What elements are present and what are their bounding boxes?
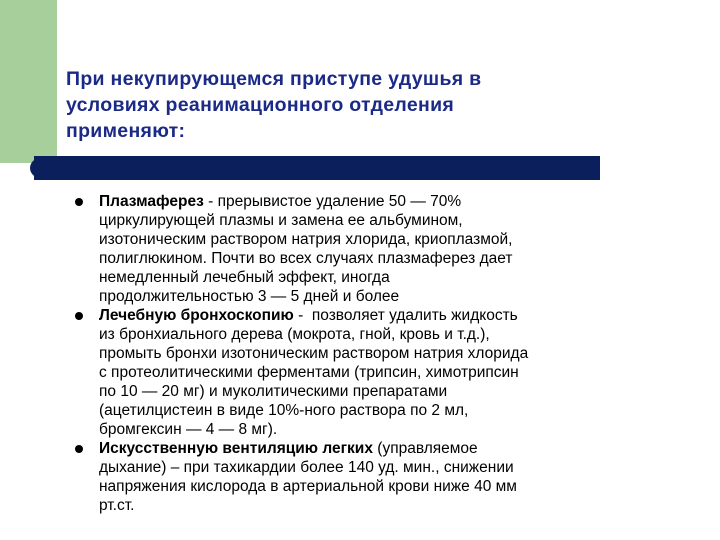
bullet-text-line: (ацетилцистеин в виде 10%-ного раствора по 2 мл,: [99, 402, 469, 419]
bullet-text-line: полиглюкином. Почти во всех случаях плазмаферез дает: [99, 250, 513, 267]
bullet-text-line: продолжительностью 3 — 5 дней и более: [99, 288, 400, 305]
bullet-dot-icon: [75, 198, 83, 206]
bullet-text-line: прерывистое удаление 50 — 70%: [217, 193, 462, 210]
bullet-text-line: бромгексин — 4 — 8 мг).: [99, 421, 278, 438]
bullet-ventilation: [74, 439, 674, 515]
bullet-term: Искусственную вентиляцию легких: [99, 440, 373, 457]
bullet-text-line: рт.ст.: [99, 497, 135, 514]
bullet-text-line: напряжения кислорода в артериальной крови ниже 40 мм: [99, 478, 517, 495]
slide-title: [66, 66, 586, 144]
bullet-text-line: (управляемое: [377, 440, 478, 457]
bullet-text-line: из бронхиального дерева (мокрота, гной, кровь и т.д.),: [99, 326, 490, 343]
title-line: условиях реанимационного отделения: [66, 94, 455, 116]
bullet-text-line: циркулирующей плазмы и замена ее альбумином,: [99, 212, 463, 229]
bullet-list: [74, 192, 674, 515]
title-line: применяют:: [66, 120, 186, 142]
bullet-plasmapheresis: [74, 192, 674, 306]
bullet-term: Плазмаферез: [99, 193, 204, 210]
bullet-text-line: немедленный лечебный эффект, иногда: [99, 269, 390, 286]
bullet-dot-icon: [75, 312, 83, 320]
bullet-text-line: промыть бронхи изотоническим раствором натрия хлорида: [99, 345, 529, 362]
bullet-bronchoscopy: [74, 306, 674, 439]
bullet-text-line: по 10 — 20 мг) и муколитическими препаратами: [99, 383, 448, 400]
bullet-text-line: позволяет удалить жидкость: [311, 307, 518, 324]
bullet-separator: -: [203, 193, 218, 210]
title-divider: [30, 155, 600, 181]
title-line: При некупирующемся приступе удушья в: [66, 68, 482, 90]
bullet-text-line: изотоническим раствором натрия хлорида, криоплазмой,: [99, 231, 513, 248]
bullet-term: Лечебную бронхоскопию: [99, 307, 294, 324]
bullet-text-line: с протеолитическими ферментами (трипсин, химотрипсин: [99, 364, 519, 381]
bullet-text-line: дыхание) – при тахикардии более 140 уд. мин., снижении: [99, 459, 514, 476]
bullet-dot-icon: [75, 445, 83, 453]
bullet-separator: -: [293, 307, 312, 324]
